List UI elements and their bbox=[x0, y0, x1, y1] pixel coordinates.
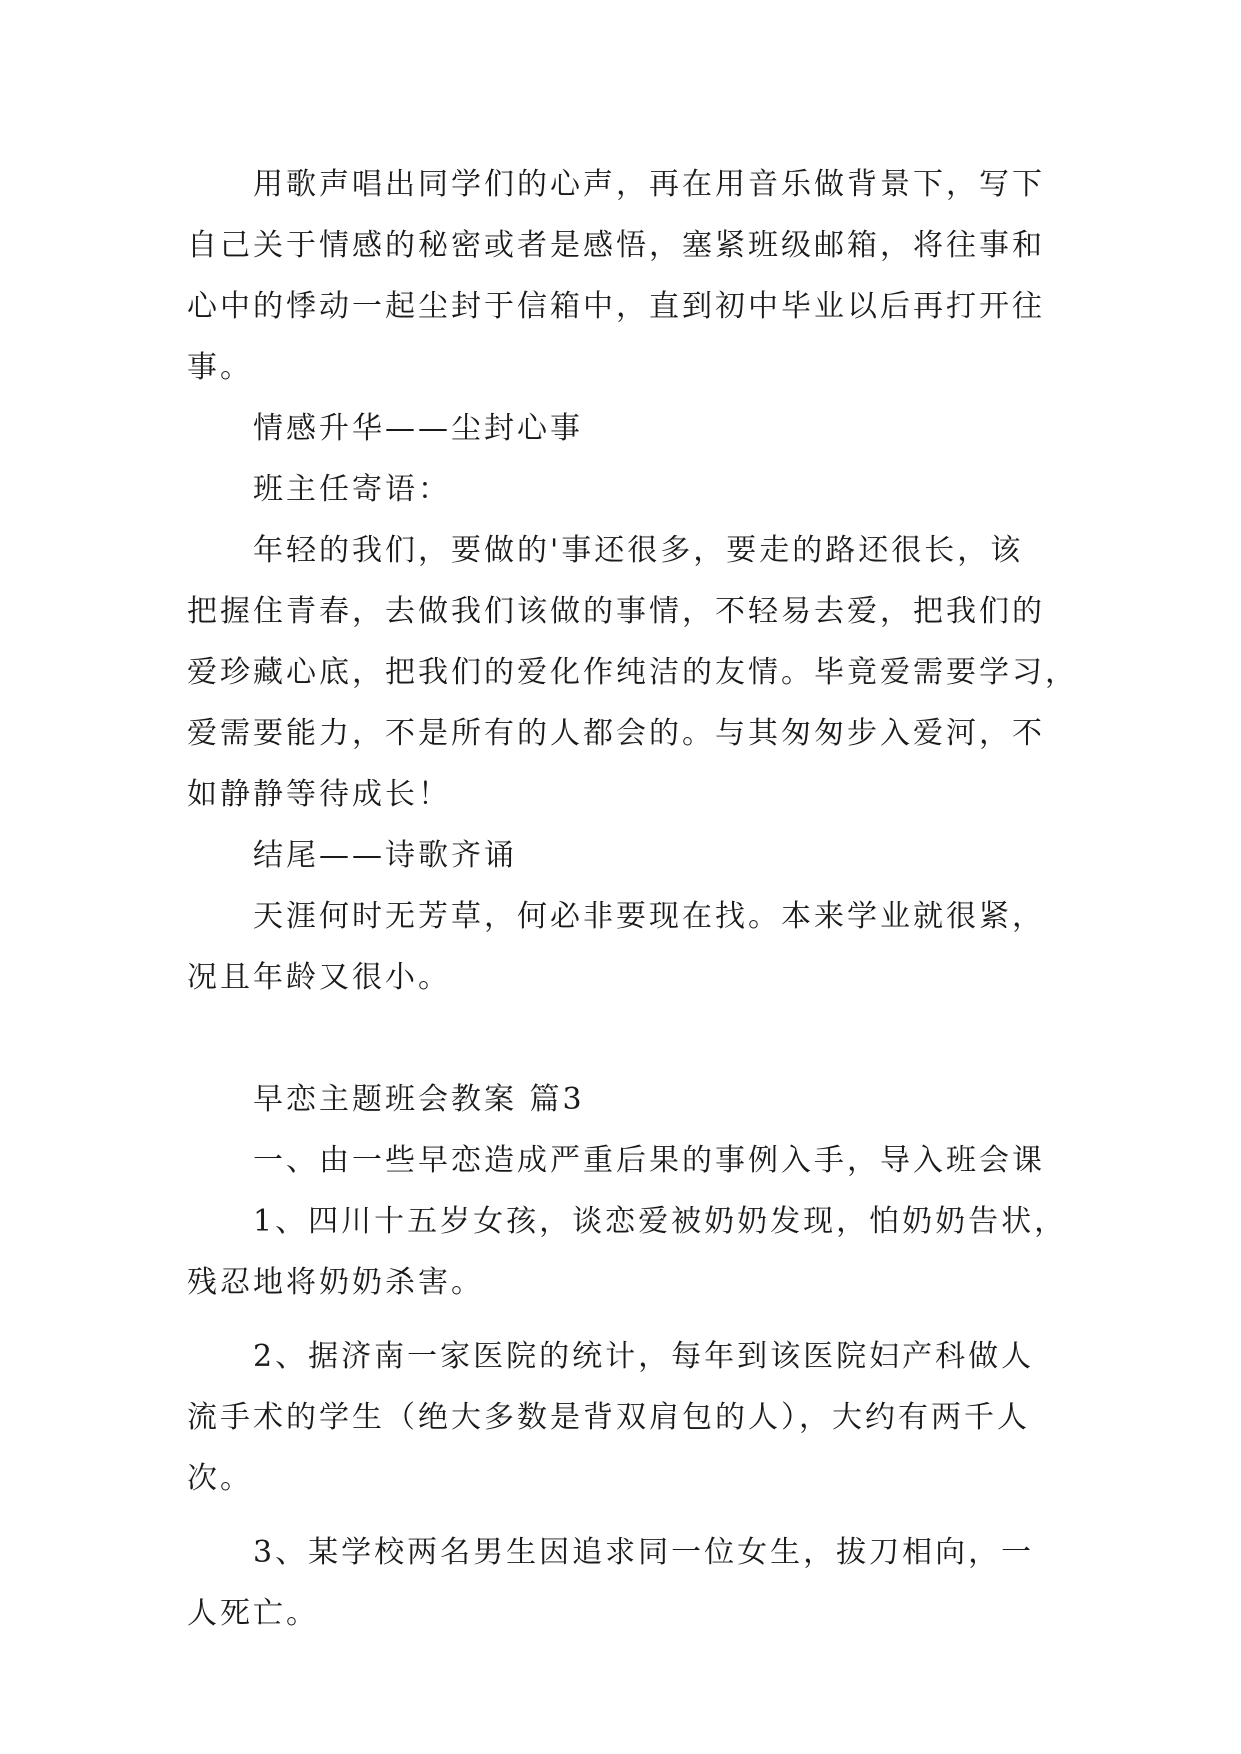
paragraph-line: 天涯何时无芳草，何必非要现在找。本来学业就很紧， bbox=[253, 899, 1045, 934]
paragraph-line: 自己关于情感的秘密或者是感悟，塞紧班级邮箱，将往事和 bbox=[187, 228, 1045, 263]
list-item: 人死亡。 bbox=[187, 1596, 319, 1631]
paragraph-line: 心中的悸动一起尘封于信箱中，直到初中毕业以后再打开往 bbox=[187, 289, 1045, 324]
list-item: 1、四川十五岁女孩，谈恋爱被奶奶发现，怕奶奶告状， bbox=[253, 1204, 1068, 1239]
paragraph-line: 如静静等待成长！ bbox=[187, 777, 451, 812]
paragraph-line: 事。 bbox=[187, 350, 253, 385]
paragraph-line: 年轻的我们，要做的'事还很多，要走的路还很长，该 bbox=[253, 533, 1024, 568]
section-heading: 情感升华——尘封心事 bbox=[253, 411, 583, 446]
section-heading: 结尾——诗歌齐诵 bbox=[253, 838, 517, 873]
paragraph-line: 爱珍藏心底，把我们的爱化作纯洁的友情。毕竟爱需要学习， bbox=[187, 655, 1078, 690]
list-item: 流手术的学生（绝大多数是背双肩包的人），大约有两千人 bbox=[187, 1400, 1030, 1435]
list-item: 残忍地将奶奶杀害。 bbox=[187, 1265, 484, 1300]
paragraph-line: 把握住青春，去做我们该做的事情，不轻易去爱，把我们的 bbox=[187, 594, 1045, 629]
paragraph-line: 况且年龄又很小。 bbox=[187, 960, 451, 995]
section-heading: 一、由一些早恋造成严重后果的事例入手，导入班会课 bbox=[253, 1143, 1045, 1178]
list-item: 次。 bbox=[187, 1461, 253, 1496]
paragraph-line: 爱需要能力，不是所有的人都会的。与其匆匆步入爱河，不 bbox=[187, 716, 1045, 751]
list-item: 3、某学校两名男生因追求同一位女生，拔刀相向，一 bbox=[253, 1535, 1035, 1570]
paragraph-line: 用歌声唱出同学们的心声，再在用音乐做背景下，写下 bbox=[253, 167, 1045, 202]
list-item: 2、据济南一家医院的统计，每年到该医院妇产科做人 bbox=[253, 1339, 1035, 1374]
section-heading: 班主任寄语： bbox=[253, 472, 451, 507]
document-title: 早恋主题班会教案 篇3 bbox=[253, 1082, 585, 1117]
